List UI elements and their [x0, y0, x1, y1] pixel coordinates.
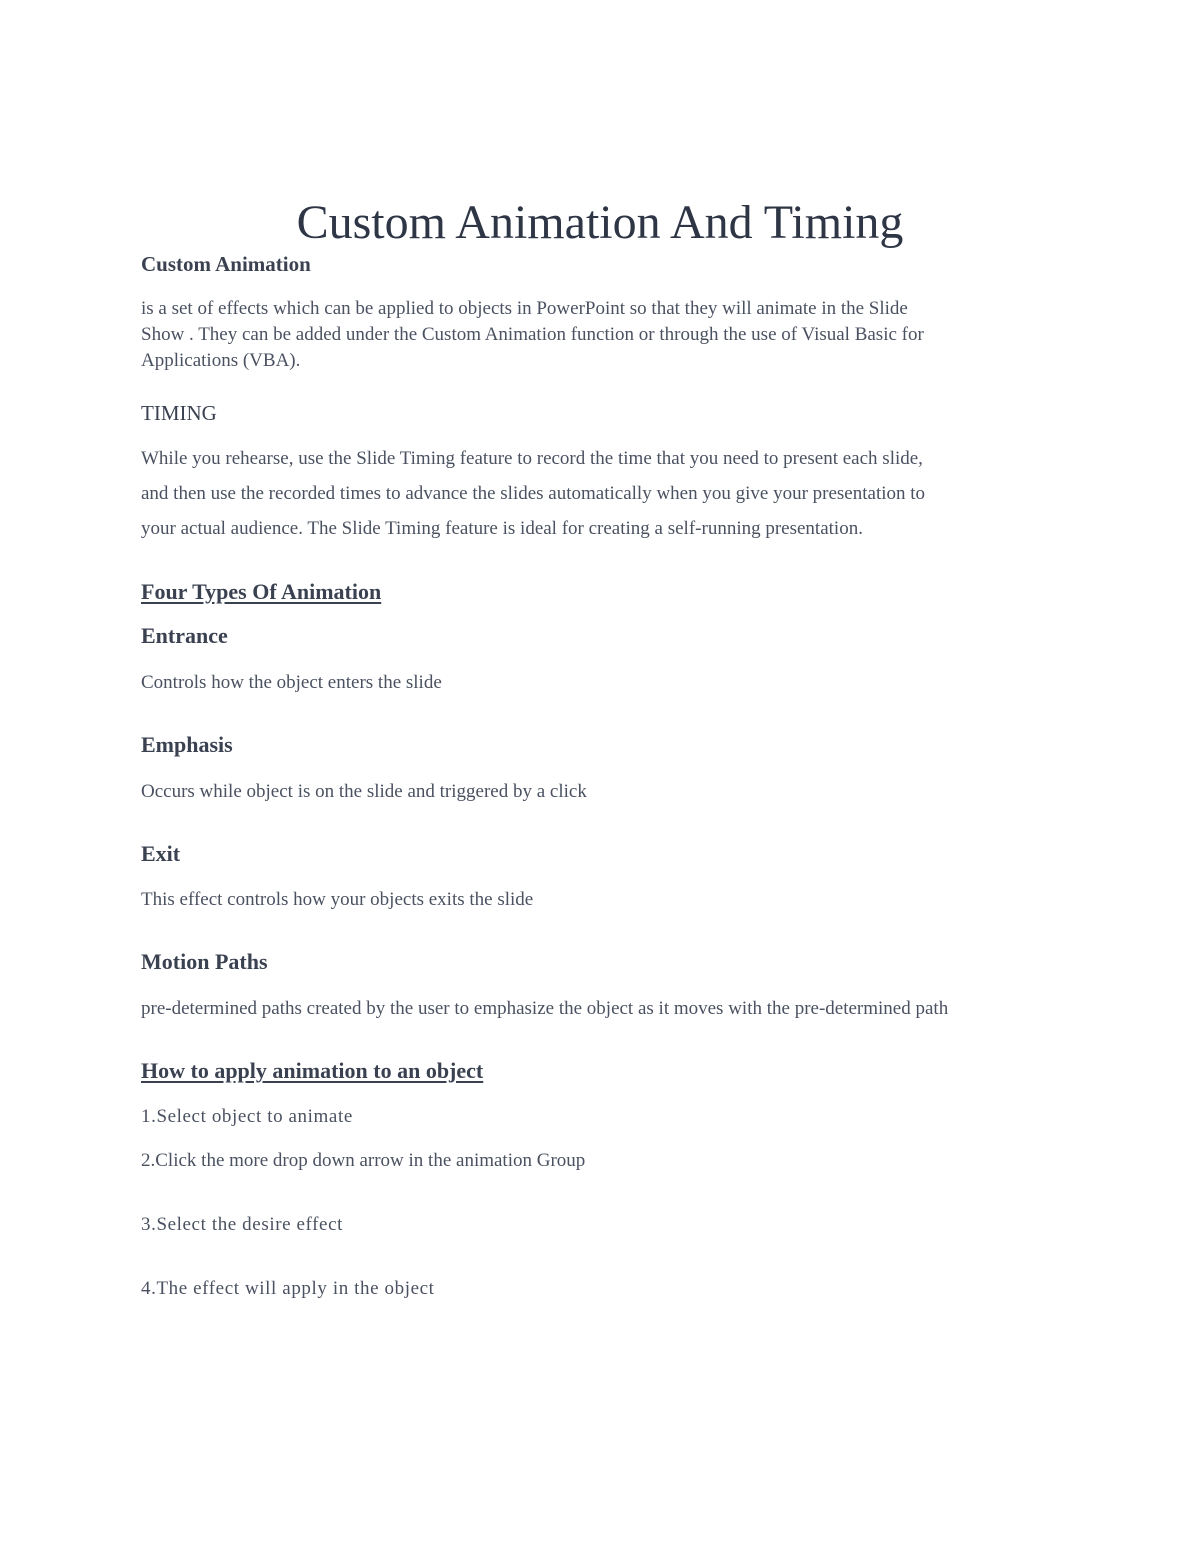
- type-emphasis-description: Occurs while object is on the slide and triggered by a click: [141, 781, 587, 802]
- type-exit-heading: Exit: [141, 841, 181, 866]
- apply-step-4: 4.The effect will apply in the object: [141, 1278, 435, 1299]
- apply-section-heading: How to apply animation to an object: [141, 1058, 484, 1083]
- types-section-heading: Four Types Of Animation: [141, 579, 382, 604]
- type-motion-paths-description: pre-determined paths created by the user to emphasize the object as it moves with the pre-determined path: [141, 998, 949, 1019]
- timing-line-1: While you rehearse, use the Slide Timing feature to record the time that you need to present each slide,: [141, 448, 923, 469]
- custom-animation-line-1: is a set of effects which can be applied to objects in PowerPoint so that they will animate in the Slide: [141, 298, 908, 319]
- apply-step-1: 1.Select object to animate: [141, 1106, 353, 1127]
- type-emphasis-heading: Emphasis: [141, 732, 233, 757]
- custom-animation-line-2: Show . They can be added under the Custom Animation function or through the use of Visual Basic for: [141, 324, 924, 345]
- apply-step-2: 2.Click the more drop down arrow in the animation Group: [141, 1150, 586, 1171]
- type-exit-description: This effect controls how your objects exits the slide: [141, 889, 534, 910]
- type-motion-paths-heading: Motion Paths: [141, 949, 268, 974]
- page-title: Custom Animation And Timing: [296, 196, 904, 249]
- type-entrance-heading: Entrance: [141, 623, 228, 648]
- apply-step-3: 3.Select the desire effect: [141, 1214, 343, 1235]
- timing-heading: TIMING: [141, 401, 217, 425]
- timing-line-3: your actual audience. The Slide Timing feature is ideal for creating a self-running presentation.: [141, 518, 863, 539]
- timing-line-2: and then use the recorded times to advance the slides automatically when you give your presentation to: [141, 483, 926, 504]
- type-entrance-description: Controls how the object enters the slide: [141, 672, 442, 693]
- custom-animation-line-3: Applications (VBA).: [141, 350, 301, 371]
- custom-animation-heading: Custom Animation: [141, 252, 311, 276]
